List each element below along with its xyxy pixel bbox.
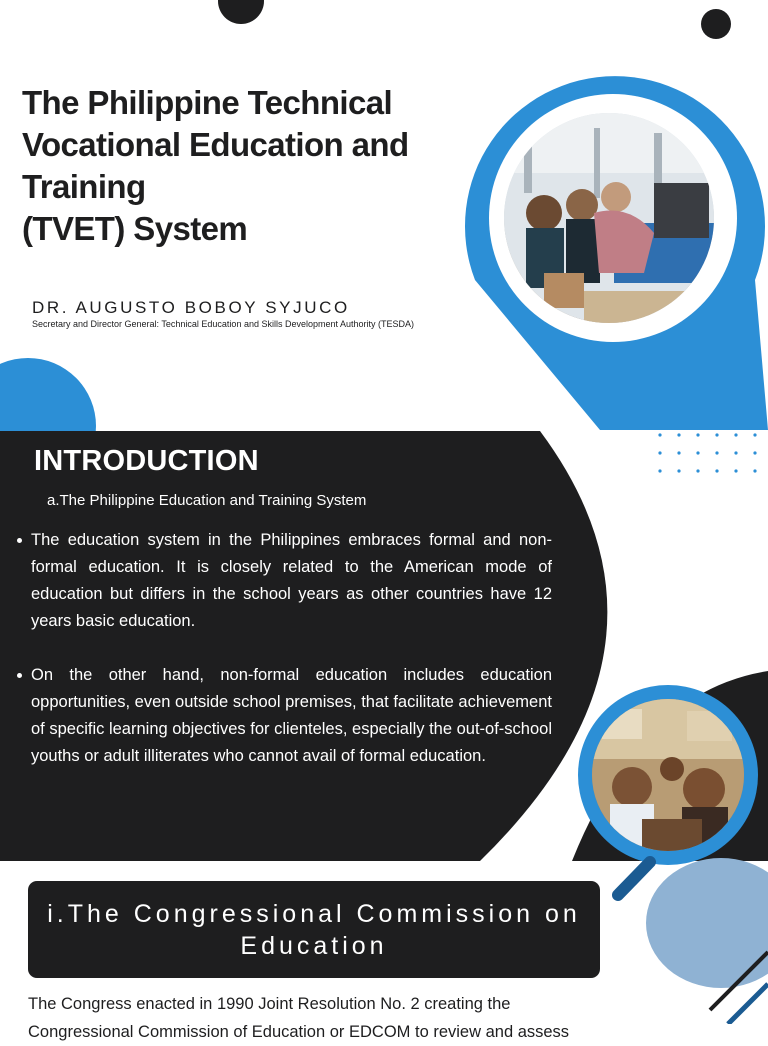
children-photo bbox=[592, 699, 744, 851]
list-item: On the other hand, non-formal education includes education opportunities, even outside school premises, that facilitate achievement of specific learning objectives for clienteles, especially the out-of-school youths or adult illiterates who cannot avail of formal education. bbox=[17, 662, 552, 770]
introduction-heading: INTRODUCTION bbox=[34, 445, 259, 477]
section-heading-box bbox=[28, 881, 600, 978]
workshop-photo bbox=[504, 113, 714, 323]
decorative-dot bbox=[701, 9, 731, 39]
section-paragraph: The Congress enacted in 1990 Joint Resolution No. 2 creating the Congressional Commission of Education or EDCOM to review and assess bbox=[28, 995, 570, 1041]
author-role: Secretary and Director General: Technical Education and Skills Development Authority (TESDA) bbox=[32, 319, 415, 329]
introduction-subheading: a.The Philippine Education and Training System bbox=[47, 492, 367, 509]
list-item: The education system in the Philippines embraces formal and non-formal education. It is closely related to the American mode of education but differs in the school years as other countries have 12 years basic education. bbox=[17, 527, 552, 635]
decorative-dot bbox=[218, 0, 264, 24]
introduction-bullet-list bbox=[17, 527, 552, 797]
section-title: i.The Congressional Commission on Education bbox=[47, 899, 581, 960]
author-name: DR. AUGUSTO BOBOY SYJUCO bbox=[32, 298, 350, 317]
page-title: The Philippine Technical Vocational Education and Training (TVET) System bbox=[22, 84, 409, 247]
